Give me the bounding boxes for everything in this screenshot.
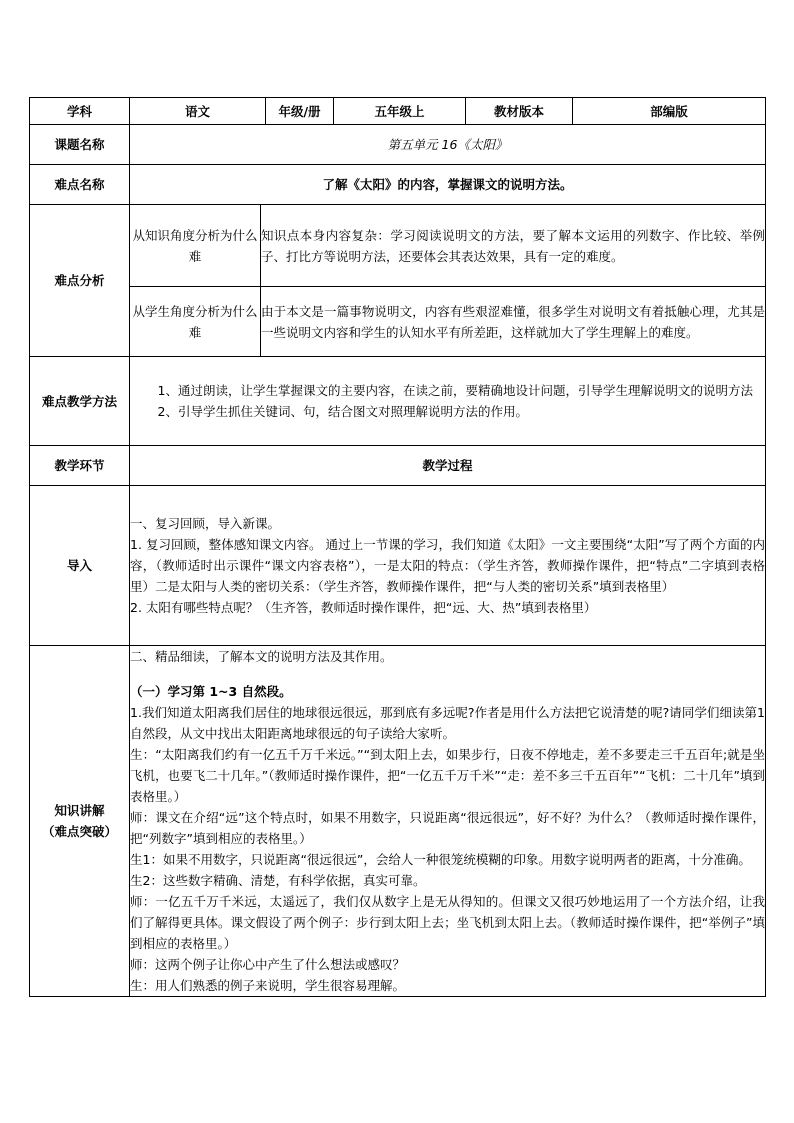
lecture-label [30, 646, 130, 997]
intro-row [30, 486, 766, 646]
lecture-row [30, 646, 766, 997]
lecture-paragraph: 师：课文在介绍“远”这个特点时，如果不用数字，只说距离“很远很远”，好不好？为什么？（教师适时操作课件，把“列数字”填到相应的表格里。） [130, 810, 766, 846]
lecture-paragraph: 1.我们知道太阳离我们居住的地球很远很远，那到底有多远呢?作者是用什么方法把它说清楚的呢?请同学们细读第1自然段，从文中找出太阳距离地球很远的句子读给大家听。 [130, 705, 766, 741]
grade-label: 年级/册 [266, 98, 334, 125]
intro-paragraph: 2. 太阳有哪些特点呢？（生齐答，教师适时操作课件，把“远、大、热”填到表格里） [130, 600, 597, 615]
student-angle-text: 由于本文是一篇事物说明文，内容有些艰涩难懂，很多学生对说明文有着抵触心理，尤其是一些说明文内容和学生的认知水平有所差距，这样就加大了学生理解上的难度。 [261, 287, 766, 357]
difficulty-value: 了解《太阳》的内容，掌握课文的说明方法。 [130, 165, 766, 205]
lecture-paragraph: 生：“太阳离我们约有一亿五千万千米远。”“到太阳上去，如果步行，日夜不停地走，差不多要走三千五百年;就是坐飞机，也要飞二十几年。”（教师适时操作课件，把“一亿五千万千米”“走：差不多三千五百年”“飞机：二十几年”填到表格里。） [130, 747, 766, 804]
lesson-title: 第五单元 16《太阳》 [130, 125, 766, 165]
stage-label: 教学环节 [30, 446, 130, 486]
grade-value: 五年级上 [334, 98, 466, 125]
intro-content [130, 486, 766, 646]
method-row [30, 357, 766, 446]
student-angle-label: 从学生角度分析为什么难 [130, 287, 261, 357]
method-text [130, 357, 766, 446]
lecture-content [130, 646, 766, 997]
intro-label: 导入 [30, 486, 130, 646]
lecture-paragraph: 生2：这些数字精确、清楚，有科学依据，真实可靠。 [130, 873, 426, 888]
analysis-student-row [30, 287, 766, 357]
difficulty-label: 难点名称 [30, 165, 130, 205]
header-row [30, 98, 766, 125]
lecture-label-line-2: （难点突破） [41, 824, 117, 839]
lecture-heading: 二、精品细读，了解本文的说明方法及其作用。 [130, 649, 393, 664]
method-label: 难点教学方法 [30, 357, 130, 446]
spacer [130, 667, 765, 681]
analysis-knowledge-row [30, 205, 766, 287]
lecture-paragraph: 生：用人们熟悉的例子来说明，学生很容易理解。 [130, 978, 406, 993]
lesson-label: 课题名称 [30, 125, 130, 165]
lecture-label-line-1: 知识讲解 [54, 803, 105, 818]
edition-label: 教材版本 [466, 98, 573, 125]
difficulty-row [30, 165, 766, 205]
subject-label: 学科 [30, 98, 130, 125]
edition-value: 部编版 [573, 98, 766, 125]
subject-value: 语文 [130, 98, 266, 125]
lecture-subheading: （一）学习第 1~3 自然段。 [130, 684, 292, 699]
analysis-label: 难点分析 [30, 205, 130, 357]
method-line-2: 2、引导学生抓住关键词、句，结合图文对照理解说明方法的作用。 [157, 404, 528, 419]
lecture-paragraph: 师：一亿五千万千米远，太遥远了，我们仅从数字上是无从得知的。但课文又很巧妙地运用了一个方法介绍，让我们了解得更具体。课文假设了两个例子：步行到太阳上去；坐飞机到太阳上去。（教师适时操作课件，把“举例子”填到相应的表格里。） [130, 894, 766, 951]
intro-paragraph: 一、复习回顾，导入新课。 [130, 516, 281, 531]
lecture-paragraph: 生1：如果不用数字，只说距离“很远很远”，会给人一种很笼统模糊的印象。用数字说明两者的距离，十分准确。 [130, 852, 751, 867]
method-line-1: 1、通过朗读，让学生掌握课文的主要内容，在读之前，要精确地设计问题，引导学生理解说明文的说明方法 [157, 383, 753, 398]
process-label: 教学过程 [130, 446, 766, 486]
process-header-row [30, 446, 766, 486]
knowledge-angle-label: 从知识角度分析为什么难 [130, 205, 261, 287]
lesson-row [30, 125, 766, 165]
intro-paragraph: 1. 复习回顾，整体感知课文内容。 通过上一节课的学习，我们知道《太阳》一文主要围绕“太阳”写了两个方面的内容，（教师适时出示课件“课文内容表格”），一是太阳的特点：（学生齐答，教师操作课件，把“特点”二字填到表格里）二是太阳与人类的密切关系：（学生齐答，教师操作课件，把“与人类的密切关系”填到表格里） [130, 537, 766, 594]
lecture-paragraph: 师：这两个例子让你心中产生了什么想法或感叹？ [130, 957, 406, 972]
knowledge-angle-text: 知识点本身内容复杂：学习阅读说明文的方法，要了解本文运用的列数字、作比较、举例子、打比方等说明方法，还要体会其表达效果，具有一定的难度。 [261, 205, 766, 287]
lesson-plan-table [29, 97, 766, 997]
